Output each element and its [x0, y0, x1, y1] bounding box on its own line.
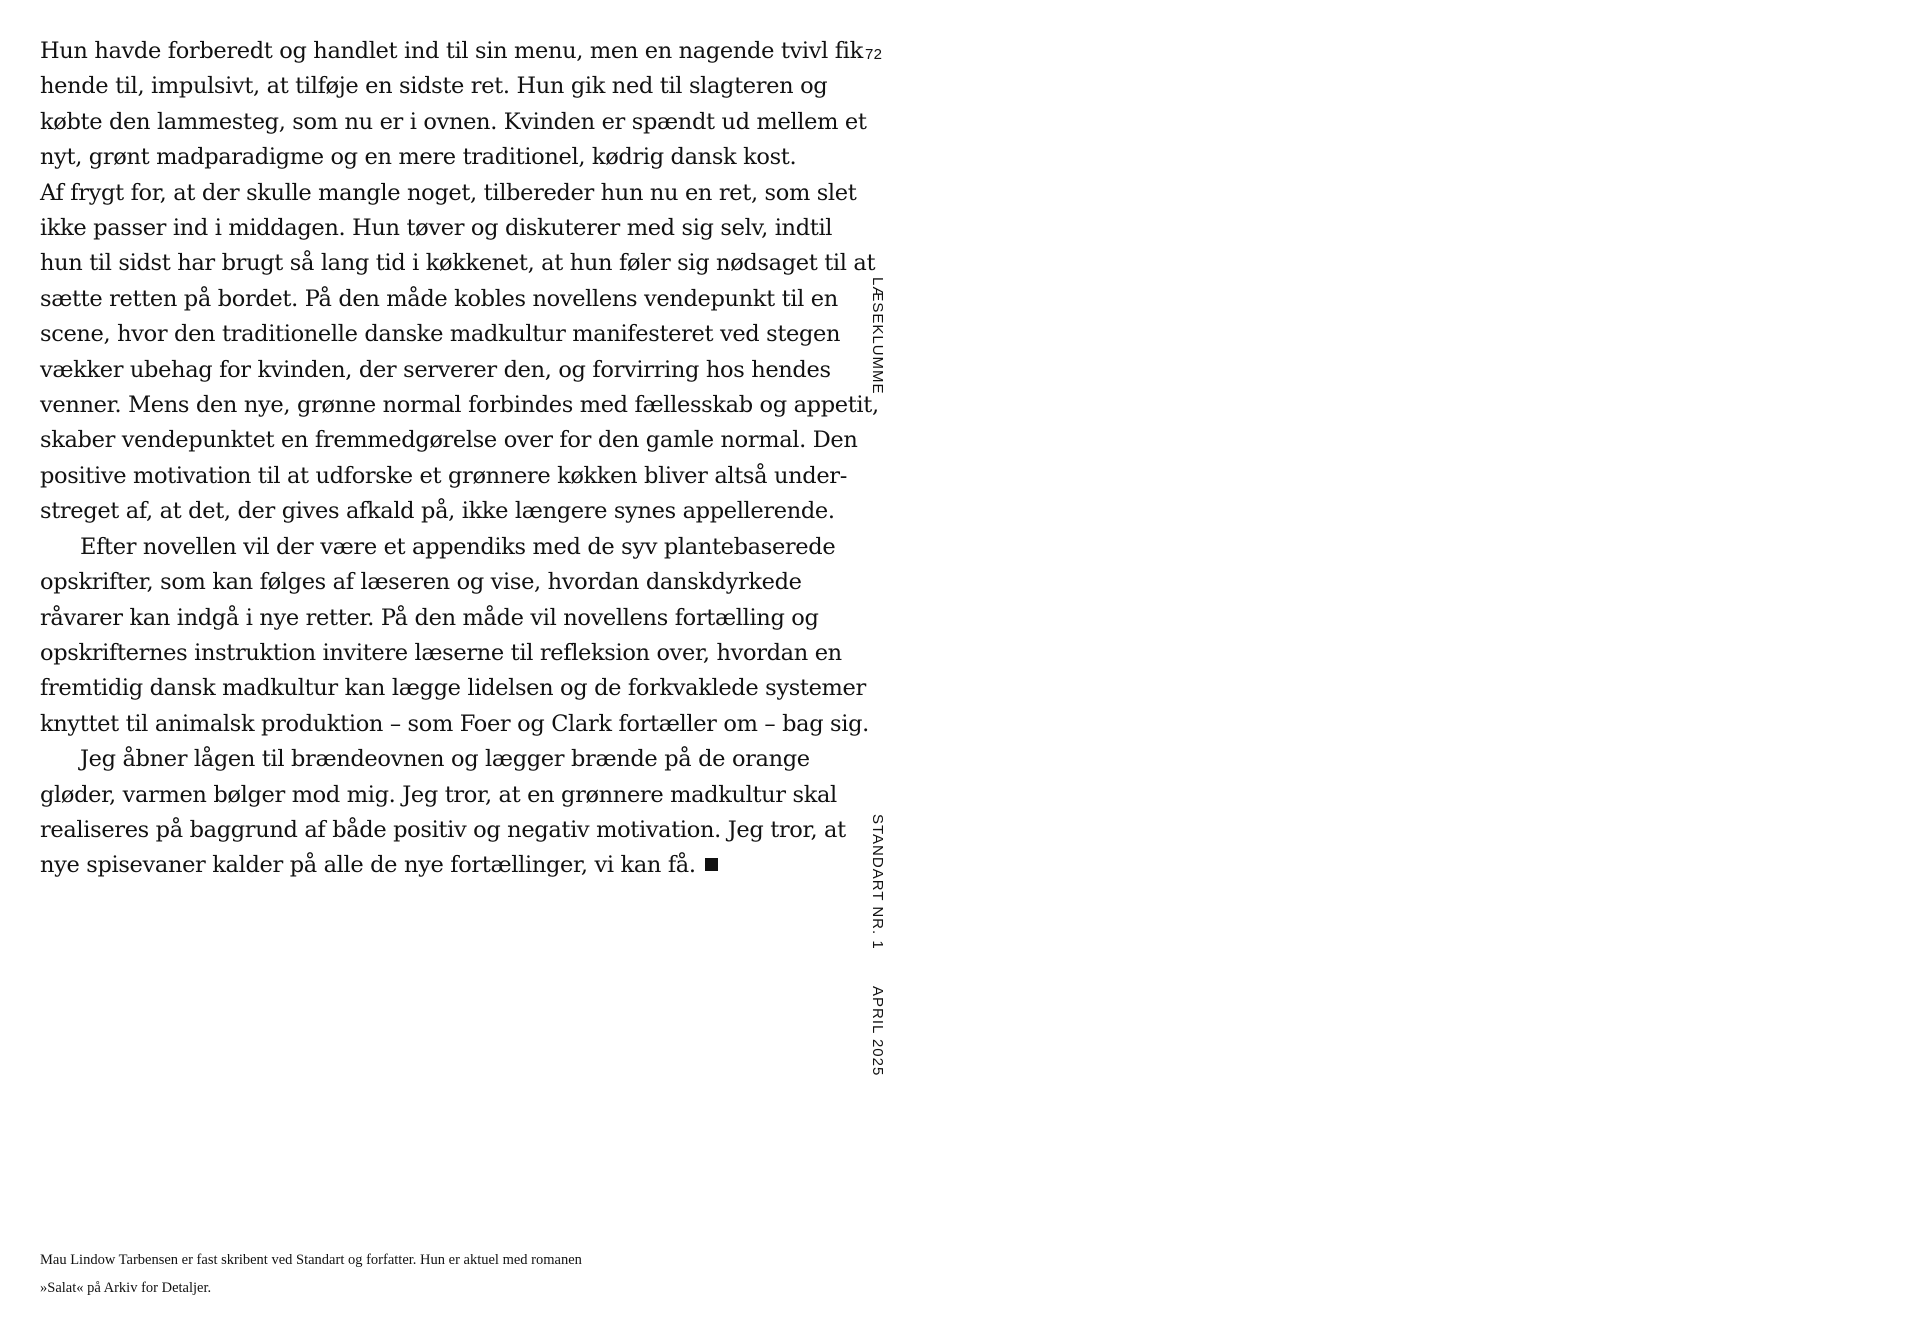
- article-line: streget af, at det, der gives afkald på, ikke længere synes appellerende.: [40, 498, 835, 525]
- article-line: fremtidig dansk madkultur kan lægge lidelsen og de forkvaklede systemer: [40, 675, 866, 702]
- paragraph-start-line: Jeg åbner lågen til brændeovnen og lægger brænde på de orange: [80, 746, 810, 773]
- article-line: opskrifter, som kan følges af læseren og vise, hvordan danskdyrkede: [40, 569, 802, 596]
- section-label: LÆSEKLUMME: [869, 277, 886, 395]
- date-label: APRIL 2025: [869, 986, 886, 1077]
- article-line: Af frygt for, at der skulle mangle noget, tilbereder hun nu en ret, som slet: [40, 179, 857, 206]
- article-line: ikke passer ind i middagen. Hun tøver og diskuterer med sig selv, indtil: [40, 215, 833, 242]
- article-line: venner. Mens den nye, grønne normal forbindes med fællesskab og appetit,: [40, 392, 879, 419]
- author-footnote: [40, 1246, 760, 1302]
- article-line: skaber vendepunktet en fremmedgørelse over for den gamle normal. Den: [40, 427, 858, 454]
- article-last-sentence: nye spisevaner kalder på alle de nye fortællinger, vi kan få.: [40, 852, 696, 879]
- page-number: 72: [865, 46, 883, 63]
- article-line: scene, hvor den traditionelle danske madkultur manifesteret ved stegen: [40, 321, 841, 348]
- article-line: opskrifternes instruktion invitere læserne til refleksion over, hvordan en: [40, 639, 842, 666]
- black-square-end-mark-icon: [705, 858, 718, 871]
- article-line: positive motivation til at udforske et grønnere køkken bliver altså under-: [40, 462, 847, 489]
- article-line: Hun havde forberedt og handlet ind til sin menu, men en nagende tvivl fik: [40, 38, 863, 64]
- article-line: hende til, impulsivt, at tilføje en sidste ret. Hun gik ned til slagteren og: [40, 73, 828, 100]
- article-line: gløder, varmen bølger mod mig. Jeg tror, at en grønnere madkultur skal: [40, 781, 837, 808]
- article-final-line: [40, 848, 830, 883]
- article-line: vækker ubehag for kvinden, der serverer den, og forvirring hos hendes: [40, 356, 831, 383]
- article-line: råvarer kan indgå i nye retter. På den måde vil novellens fortælling og: [40, 604, 819, 631]
- issue-label: STANDART NR. 1: [869, 814, 886, 950]
- article-line: købte den lammesteg, som nu er i ovnen. Kvinden er spændt ud mellem et: [40, 108, 867, 135]
- article-line: sætte retten på bordet. På den måde kobles novellens vendepunkt til en: [40, 285, 838, 312]
- article-line: knyttet til animalsk produktion – som Foer og Clark fortæller om – bag sig.: [40, 710, 869, 737]
- footnote-line: »Salat« på Arkiv for Detaljer.: [40, 1280, 212, 1296]
- article-line: hun til sidst har brugt så lang tid i køkkenet, at hun føler sig nødsaget til at: [40, 250, 876, 277]
- footnote-line: Mau Lindow Tarbensen er fast skribent ved Standart og forfatter. Hun er aktuel med romanen: [40, 1252, 582, 1268]
- article-line: realiseres på baggrund af både positiv og negativ motivation. Jeg tror, at: [40, 816, 846, 843]
- article-line: nyt, grønt madparadigme og en mere traditionel, kødrig dansk kost.: [40, 144, 797, 171]
- paragraph-start-line: Efter novellen vil der være et appendiks med de syv plantebaserede: [80, 533, 836, 560]
